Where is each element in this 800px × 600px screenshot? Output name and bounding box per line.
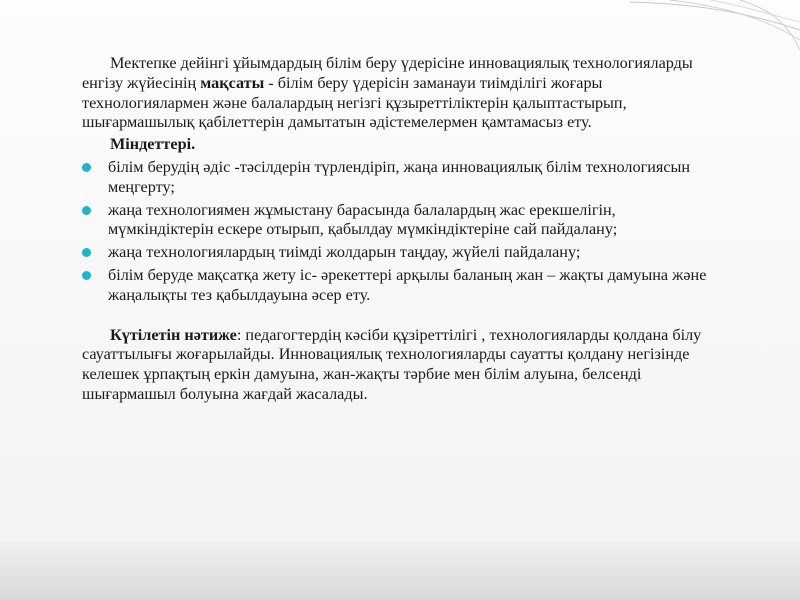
list-item [82, 266, 722, 306]
bullet-icon [82, 248, 91, 257]
list-item [82, 243, 722, 263]
bullet-icon [82, 163, 91, 172]
task-text: білім берудің әдіс -тәсілдерін түрлендіріп, жаңа инновациялық білім технологиясын меңгерту; [108, 157, 691, 196]
slide-content [82, 54, 722, 405]
goal-paragraph [82, 54, 722, 133]
bullet-icon [82, 206, 91, 215]
task-text: білім беруде мақсатқа жету іс- әрекеттері арқылы баланың жан – жақты дамуына және жаңалықты тез қабылдауына әсер ету. [108, 265, 707, 304]
goal-text-1: Мектепке дейінгі ұйымдардың білім беру үдерісіне инновациялық технологияларды енгізу жүйесінің [82, 54, 693, 92]
tasks-heading: Міндеттері. [110, 135, 196, 154]
task-text: жаңа технологиямен жұмыстану барасында балалардың жас ерекшелігін, мүмкіндіктерін ескере отырып, қабылдау мүмкіндіктеріне сай пайдалану; [108, 200, 618, 239]
result-text: : педагогтердің кәсіби құзіреттілігі , технологияларды қолдана білу сауаттылығы жоғарылайды. Инновациялық технологияларды сауатты қолдану негізінде келешек ұрпақтың еркін дамуына, жан-жақты тәрбие мен білім алуына, белсенді шығармашыл болуына жағдай жасалады. [82, 325, 702, 403]
bullet-icon [82, 271, 91, 280]
task-text: жаңа технологиялардың тиімді жолдарын таңдау, жүйелі пайдалану; [108, 243, 581, 262]
goal-keyword: мақсаты [200, 73, 265, 92]
result-paragraph [82, 326, 722, 405]
corner-decoration [630, 0, 800, 60]
tasks-list [82, 158, 722, 306]
list-item [82, 158, 722, 198]
goal-text-2: - білім беру үдерісін заманауи тиімділігі жоғары технологиялармен және балалардың негізгі құзыреттіліктерін қалыптастырып, шығармашылық қабілеттерін дамытатын әдістемелермен қамтамасыз ету. [82, 73, 627, 132]
bottom-band [0, 542, 800, 600]
list-item [82, 201, 722, 241]
result-label: Күтілетін нәтиже [110, 325, 237, 344]
spacer [82, 306, 722, 326]
